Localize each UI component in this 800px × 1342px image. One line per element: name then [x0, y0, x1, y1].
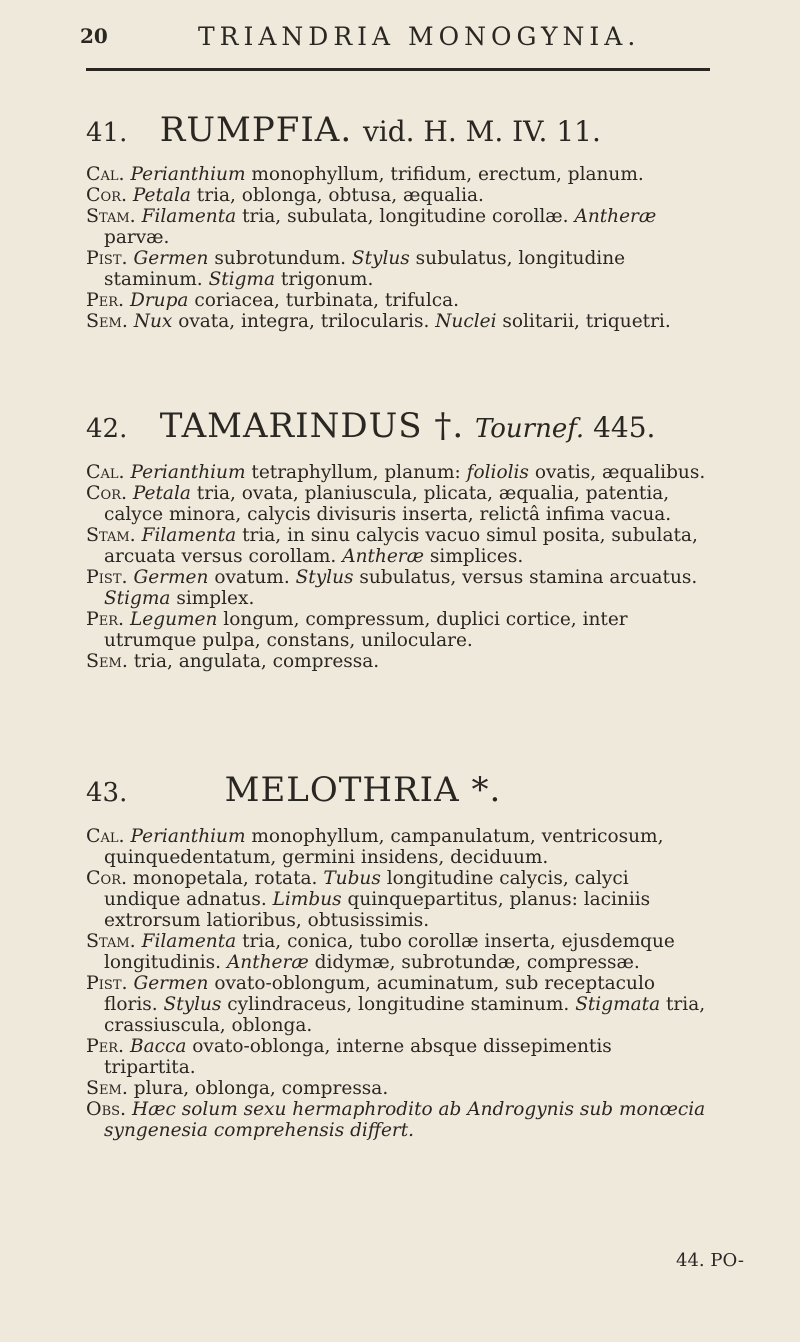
genus-name: MELOTHRIA *.	[224, 770, 502, 810]
line-cor: Cor. Petala tria, ovata, planiuscula, plicata, æqualia, patentia, calyce minora, calycis divisuris inserta, relictâ infima vacua.	[86, 482, 672, 525]
entry-body-42	[86, 461, 708, 672]
page-number: 20	[80, 24, 108, 48]
line-cal: Cal. Perianthium tetraphyllum, planum: foliolis ovatis, æqualibus.	[86, 461, 706, 483]
genus-name: RUMPFIA.	[159, 110, 353, 150]
line-stam: Stam. Filamenta tria, conica, tubo corollæ inserta, ejusdemque longitudinis. Antheræ didymæ, subrotundæ, compressæ.	[86, 930, 675, 973]
line-cal: Cal. Perianthium monophyllum, campanulatum, ventricosum, quinquedentatum, germini insidens, deciduum.	[86, 825, 664, 868]
entry-number: 42.	[86, 414, 128, 444]
line-pist: Pist. Germen ovato-oblongum, acuminatum, sub receptaculo floris. Stylus cylindraceus, longitudine staminum. Stigmata tria, crassiuscula, oblonga.	[86, 972, 706, 1036]
line-stam: Stam. Filamenta tria, in sinu calycis vacuo simul posita, subulata, arcuata versus corollam. Antheræ simplices.	[86, 524, 698, 567]
entry-body-43	[86, 825, 708, 1141]
line-cor: Cor. Petala tria, oblonga, obtusa, æqualia.	[86, 184, 484, 206]
entry-number: 41.	[86, 118, 128, 148]
line-stam: Stam. Filamenta tria, subulata, longitudine corollæ. Antheræ parvæ.	[86, 205, 657, 248]
line-sem: Sem. plura, oblonga, compressa.	[86, 1077, 389, 1099]
reference: Tournef. 445.	[474, 411, 656, 444]
genus-name: TAMARINDUS †.	[159, 406, 465, 446]
reference: vid. H. M. IV. 11.	[362, 115, 601, 148]
entry-heading-43	[86, 770, 501, 810]
line-sem: Sem. tria, angulata, compressa.	[86, 650, 380, 672]
entry-number: 43.	[86, 778, 128, 808]
header-rule	[86, 68, 710, 71]
catchword: 44. PO-	[676, 1250, 744, 1271]
line-cor: Cor. monopetala, rotata. Tubus longitudine calycis, calyci undique adnatus. Limbus quinquepartitus, planus: laciniis extrorsum latioribus, obtusissimis.	[86, 867, 651, 931]
running-head	[80, 22, 720, 52]
line-pist: Pist. Germen ovatum. Stylus subulatus, versus stamina arcuatus. Stigma simplex.	[86, 566, 698, 609]
entry-heading-42	[86, 406, 655, 446]
line-per: Per. Bacca ovato-oblonga, interne absque dissepimentis tripartita.	[86, 1035, 612, 1078]
line-per: Per. Drupa coriacea, turbinata, trifulca.	[86, 289, 460, 311]
line-cal: Cal. Perianthium monophyllum, trifidum, erectum, planum.	[86, 163, 644, 185]
running-title: TRIANDRIA MONOGYNIA.	[198, 22, 641, 51]
line-pist: Pist. Germen subrotundum. Stylus subulatus, longitudine staminum. Stigma trigonum.	[86, 247, 626, 290]
line-obs: Obs. Hæc solum sexu hermaphrodito ab Androgynis sub monœcia syngenesia comprehensis differt.	[86, 1098, 706, 1141]
line-per: Per. Legumen longum, compressum, duplici cortice, inter utrumque pulpa, constans, uniloculare.	[86, 608, 628, 651]
line-sem: Sem. Nux ovata, integra, trilocularis. Nuclei solitarii, triquetri.	[86, 310, 671, 332]
entry-heading-41	[86, 110, 601, 150]
entry-body-41	[86, 163, 708, 332]
